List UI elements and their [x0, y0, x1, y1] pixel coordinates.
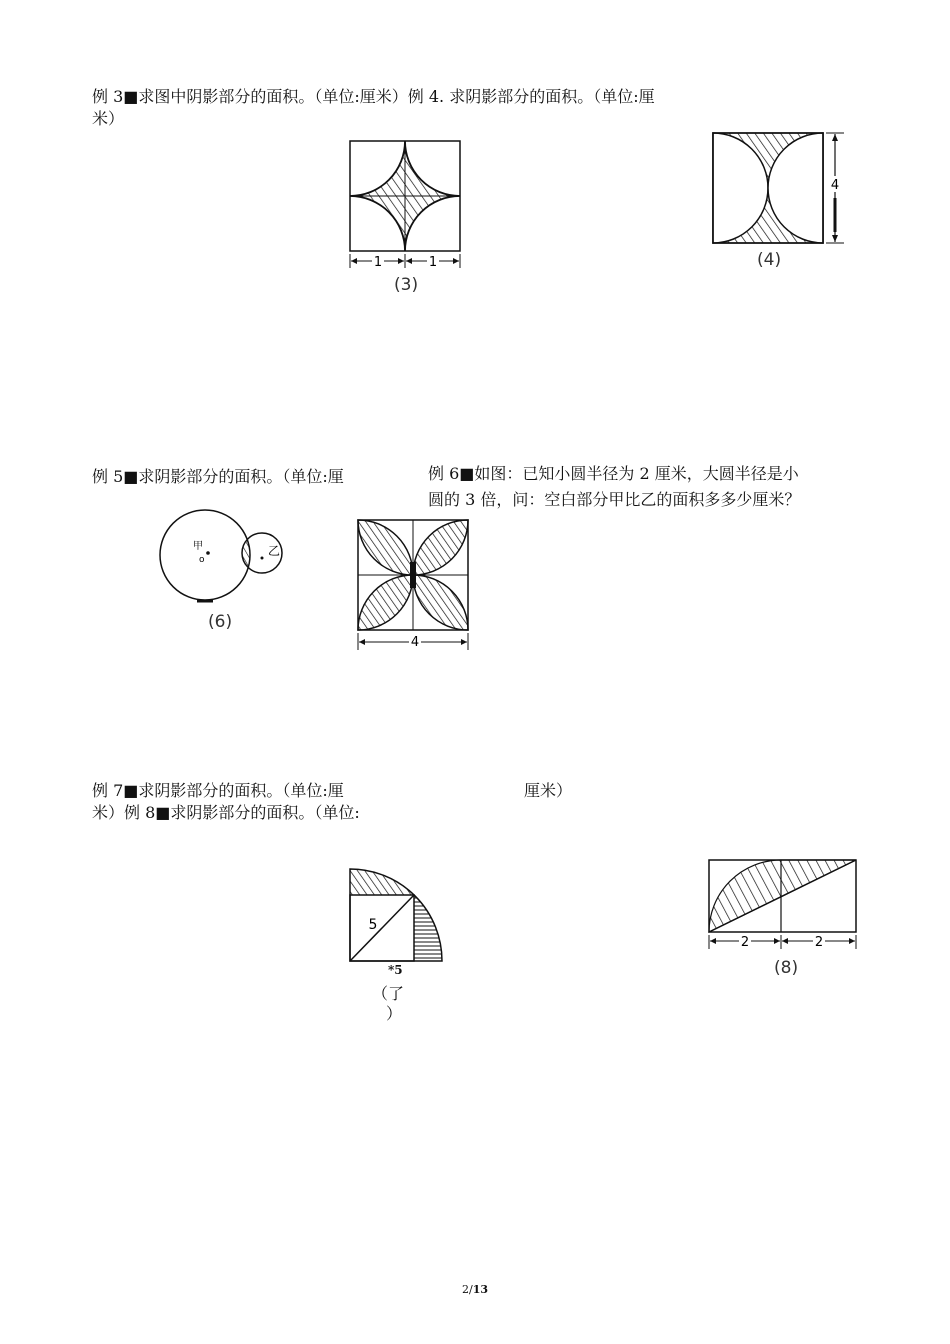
- figure-7: [345, 864, 455, 966]
- fig3-caption: (3): [394, 275, 419, 295]
- fig8-label-left: 2: [740, 935, 750, 950]
- fig7-paren-open: （了: [372, 984, 405, 1003]
- fig7-label: 5: [368, 917, 378, 933]
- example-6-text-line2: 圆的 3 倍，问：空白部分甲比乙的面积多多少厘米？: [428, 490, 801, 509]
- figure-4: [708, 128, 848, 248]
- page-number: [0, 1283, 950, 1296]
- fig3-label-right: 1: [428, 255, 438, 270]
- fig8-caption: (8): [774, 958, 799, 978]
- example-7-8-text-line2: 米）例 8■求阴影部分的面积。（单位:: [92, 803, 360, 822]
- figure-6-leaves: [354, 516, 474, 656]
- page-total: 13: [472, 1283, 489, 1296]
- figure-3: [345, 136, 465, 276]
- fig4-caption: (4): [757, 250, 782, 270]
- fig6-caption: (6): [208, 612, 233, 632]
- example-6-text-line1: 例 6■如图：已知小圆半径为 2 厘米，大圆半径是小: [428, 464, 799, 483]
- fig3-label-left: 1: [373, 255, 383, 270]
- example-5-text: 例 5■求阴影部分的面积。（单位:厘: [92, 467, 344, 486]
- figure-8: [704, 855, 864, 955]
- fig6-label-jia: 甲: [193, 541, 203, 552]
- fig8-label-right: 2: [814, 935, 824, 950]
- example-7-text-tail: 厘米）: [524, 781, 573, 800]
- fig7-paren-close: ）: [386, 1004, 403, 1023]
- figure-6-circles: [155, 505, 295, 615]
- example-3-4-text-line2: 米）: [92, 109, 125, 128]
- fig6b-label: 4: [410, 635, 420, 650]
- fig7-under-label: *5: [388, 963, 403, 977]
- example-7-text-line1: 例 7■求阴影部分的面积。（单位:厘: [92, 781, 344, 800]
- fig6-label-yi: 乙: [268, 544, 281, 558]
- page-current: 2/: [461, 1283, 473, 1296]
- fig6-label-o: o: [199, 555, 205, 565]
- example-3-4-text-line1: 例 3■求图中阴影部分的面积。（单位:厘米）例 4. 求阴影部分的面积。（单位:厘: [92, 87, 655, 106]
- fig4-label: 4: [830, 178, 840, 193]
